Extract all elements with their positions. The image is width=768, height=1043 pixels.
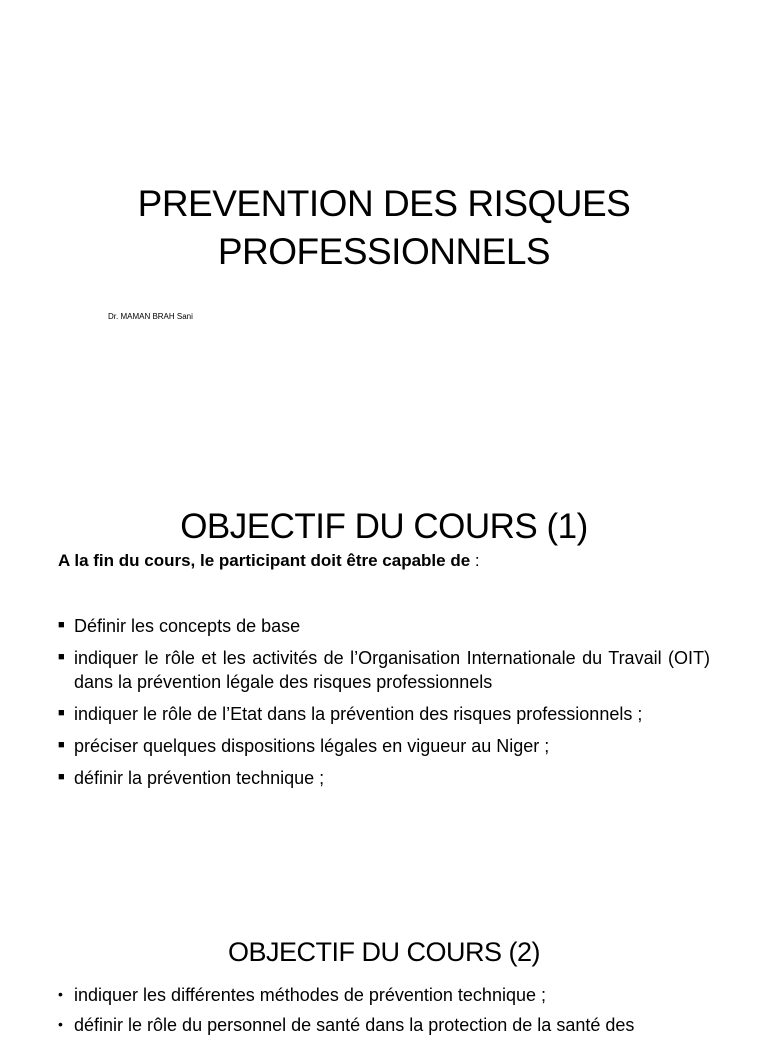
list-item-text: définir le rôle du personnel de santé dans la protection de la santé des	[74, 1015, 635, 1035]
dot-bullet-icon: •	[58, 1016, 63, 1032]
list-item-text: indiquer le rôle et les activités de l’Organisation Internationale du Travail (OIT) dans la prévention légale des risques professionnels	[74, 648, 710, 692]
square-bullet-icon: ■	[58, 651, 65, 663]
objectives-slide-1	[0, 432, 768, 864]
list-item	[58, 983, 710, 1007]
list-item	[58, 734, 710, 758]
intro-colon: :	[470, 551, 480, 570]
slide-title: OBJECTIF DU COURS (1)	[180, 507, 588, 547]
list-item	[58, 614, 710, 638]
list-item-text: Définir les concepts de base	[74, 616, 301, 636]
author-name: Dr. MAMAN BRAH Sani	[108, 312, 193, 321]
objectives-list	[58, 983, 710, 1043]
list-item	[58, 646, 710, 694]
intro-sentence	[58, 549, 480, 573]
intro-bold-text: A la fin du cours, le participant doit être capable de	[58, 551, 471, 570]
presentation-title	[0, 180, 768, 276]
square-bullet-icon: ■	[58, 739, 65, 751]
list-item-text: indiquer le rôle de l’Etat dans la prévention des risques professionnels ;	[74, 704, 643, 724]
title-slide	[0, 0, 768, 432]
square-bullet-icon: ■	[58, 619, 65, 631]
list-item	[58, 702, 710, 726]
list-item-text: définir la prévention technique ;	[74, 768, 325, 788]
square-bullet-icon: ■	[58, 771, 65, 783]
list-item	[58, 766, 710, 790]
square-bullet-icon: ■	[58, 707, 65, 719]
dot-bullet-icon: •	[58, 986, 63, 1002]
title-line-2: PROFESSIONNELS	[217, 230, 551, 272]
list-item-text: indiquer les différentes méthodes de prévention technique ;	[74, 985, 546, 1005]
list-item-text: préciser quelques dispositions légales en vigueur au Niger ;	[74, 736, 550, 756]
slide-title: OBJECTIF DU COURS (2)	[227, 937, 540, 968]
objectives-list	[58, 614, 710, 798]
objectives-slide-2	[0, 864, 768, 1035]
list-item	[58, 1013, 710, 1037]
title-line-1: PREVENTION DES RISQUES	[137, 182, 631, 224]
